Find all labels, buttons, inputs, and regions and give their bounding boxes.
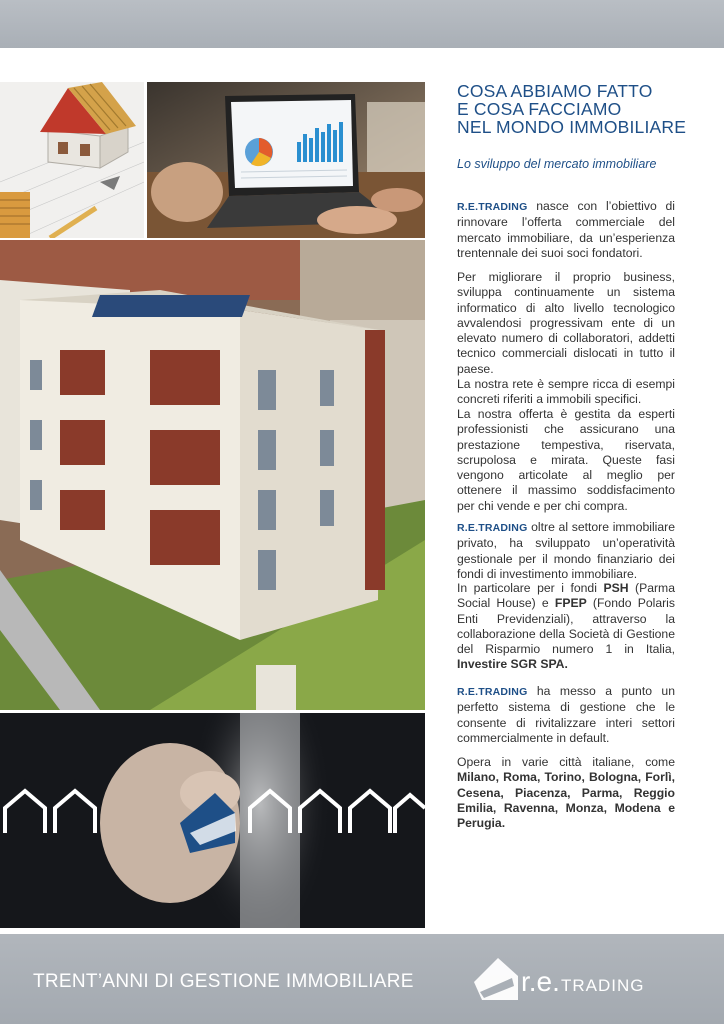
- page-title: [457, 82, 697, 136]
- psh-label: PSH: [603, 581, 629, 595]
- paragraph-intro-text: nasce con l’obiettivo di rinnovare l’offerta commerciale del mercato immobiliare, da un’esperienza trentennale dei suoi soci fondatori.: [457, 199, 676, 260]
- paragraph-funds: [457, 520, 675, 582]
- brand-name: R.E.TRADING: [457, 522, 528, 534]
- investire-label: Investire SGR SPA.: [457, 657, 568, 672]
- paragraph-network-text: La nostra rete è sempre ricca di esempi concreti riferiti a immobili specifici.: [457, 377, 675, 407]
- psh-intro-text: In particolare per i fondi: [457, 581, 597, 595]
- house-model-photo: [0, 82, 144, 238]
- brand-name: R.E.TRADING: [457, 686, 528, 698]
- paragraph-intro: [457, 199, 675, 261]
- top-band: [0, 0, 724, 48]
- psh-desc-text: (Parma Social House) e: [457, 581, 675, 611]
- paragraph-offer: [457, 407, 675, 514]
- paragraph-business-text: Per migliorare il proprio business, sviluppa continuamente un sistema informatico di alto livello tecnologico avvalendosi progressivam ente di un elevato numero di collaboratori, addetti tecnico commerciali dislocati in tutto il paese.: [457, 270, 675, 376]
- hand-house-icon-photo: [0, 713, 425, 928]
- apartment-building-photo: [0, 240, 425, 710]
- title-line-3: NEL MONDO IMMOBILIARE: [457, 117, 687, 137]
- paragraph-management: [457, 684, 675, 746]
- logo-trading-text: TRADING: [561, 976, 645, 995]
- page-subtitle: Lo sviluppo del mercato immobiliare: [457, 157, 657, 171]
- paragraph-business: [457, 270, 675, 377]
- title-line-1: COSA ABBIAMO FATTO: [457, 81, 653, 101]
- paragraph-offer-text: La nostra offerta è gestita da esperti professionisti che assicurano una prestazione tempestiva, riservata, scrupolosa e mirata. Queste fasi vengono articolate al meglio per ottenere il massimo soddisfacimento per chi vende e per chi compra.: [457, 407, 675, 513]
- paragraph-network: [457, 377, 675, 408]
- cities-list: Milano, Roma, Torino, Bologna, Forlì, Cesena, Piacenza, Parma, Reggio Emilia, Ravenna, Monza, Modena e Perugia.: [457, 770, 675, 831]
- paragraph-psh-fpep: [457, 581, 675, 673]
- fpep-label: FPEP: [554, 596, 587, 611]
- fpep-desc-text: (Fondo Polaris Enti Previdenziali), attraverso la collaborazione della Società di Gestione del Risparmio numero 1 in Italia,: [457, 596, 675, 657]
- cities-intro-text: Opera in varie città italiane, come: [457, 755, 675, 769]
- paragraph-cities: [457, 755, 675, 831]
- laptop-dashboard-photo: [147, 82, 425, 238]
- footer-tagline: TRENT’ANNI DI GESTIONE IMMOBILIARE: [33, 971, 414, 992]
- title-line-2: E COSA FACCIAMO: [457, 99, 622, 119]
- brand-name: R.E.TRADING: [457, 201, 528, 213]
- paragraph-management-text: ha messo a punto un perfetto sistema di gestione che le consente di rivitalizzare interi settori commercialmente in default.: [457, 684, 675, 745]
- paragraph-funds-text: oltre al settore immobiliare privato, ha sviluppato un’operatività gestionale per il mondo finanziario dei fondi di investimento immobiliare.: [457, 520, 675, 581]
- logo-re-text: r.e.: [521, 966, 560, 997]
